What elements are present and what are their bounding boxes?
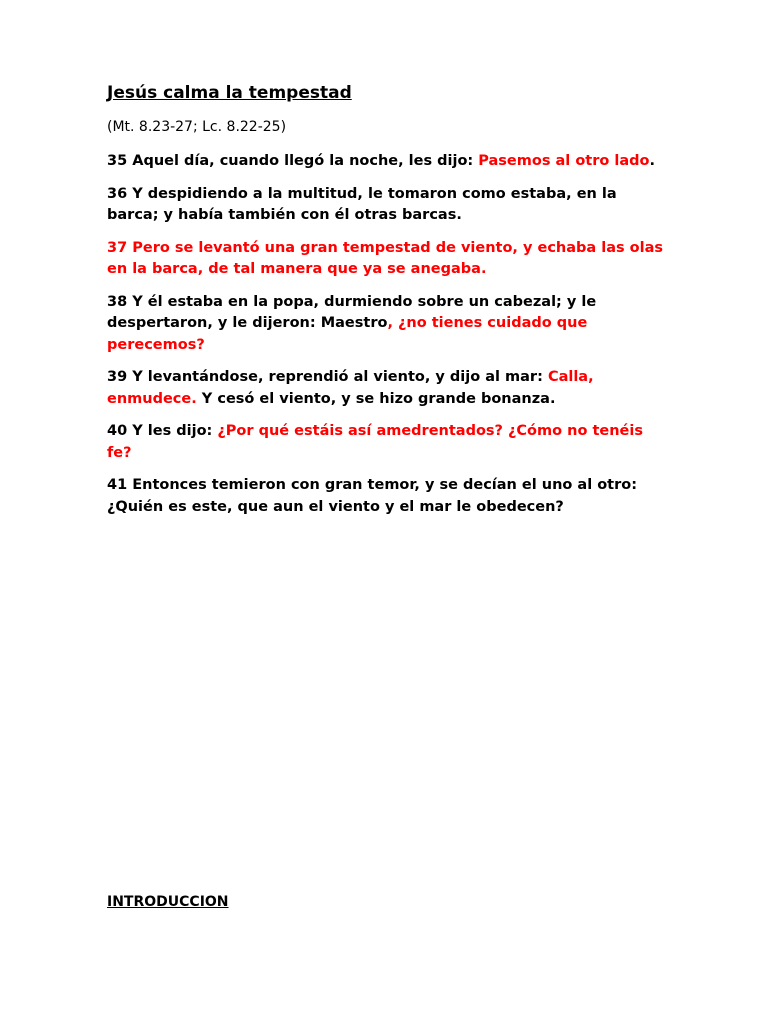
document-title: Jesús calma la tempestad: [107, 83, 352, 103]
verse-39: [107, 367, 667, 410]
verse-35: [107, 151, 667, 173]
verse-36-text: 36 Y despidiendo a la multitud, le tomaron como estaba, en la barca; y había también con él otras barcas.: [107, 185, 617, 223]
scripture-reference: (Mt. 8.23-27; Lc. 8.22-25): [107, 119, 287, 135]
verse-35-text: 35 Aquel día, cuando llegó la noche, les dijo:: [107, 153, 479, 169]
verse-40-text: 40 Y les dijo:: [107, 423, 218, 439]
verse-38: [107, 292, 667, 357]
verse-41-text: 41 Entonces temieron con gran temor, y se decían el uno al otro: ¿Quién es este, que aun el viento y el mar le obedecen?: [107, 477, 638, 515]
verse-37: [107, 238, 667, 281]
verse-39-text: 39 Y levantándose, reprendió al viento, y dijo al mar:: [107, 369, 548, 385]
verse-36: [107, 184, 667, 227]
section-heading-introduccion: INTRODUCCION: [107, 894, 229, 910]
verse-40: [107, 421, 667, 464]
verse-37-text: 37 Pero se levantó una gran tempestad de viento, y echaba las olas en la barca, de tal manera que ya se anegaba.: [107, 239, 664, 277]
verse-35-quote: Pasemos al otro lado: [478, 153, 650, 169]
verse-39-end: Y cesó el viento, y se hizo grande bonanza.: [196, 390, 556, 407]
document-body: [107, 82, 667, 529]
verse-39-quote: Calla, enmudece.: [107, 369, 594, 407]
verse-38-quote: , ¿no tienes cuidado que perecemos?: [107, 315, 588, 353]
verse-41: [107, 475, 667, 518]
verse-40-quote: ¿Por qué estáis así amedrentados? ¿Cómo no tenéis fe?: [107, 423, 643, 461]
verse-38-text: 38 Y él estaba en la popa, durmiendo sobre un cabezal; y le despertaron, y le dijeron: Maestro: [107, 293, 597, 331]
verse-35-end: .: [649, 153, 655, 169]
